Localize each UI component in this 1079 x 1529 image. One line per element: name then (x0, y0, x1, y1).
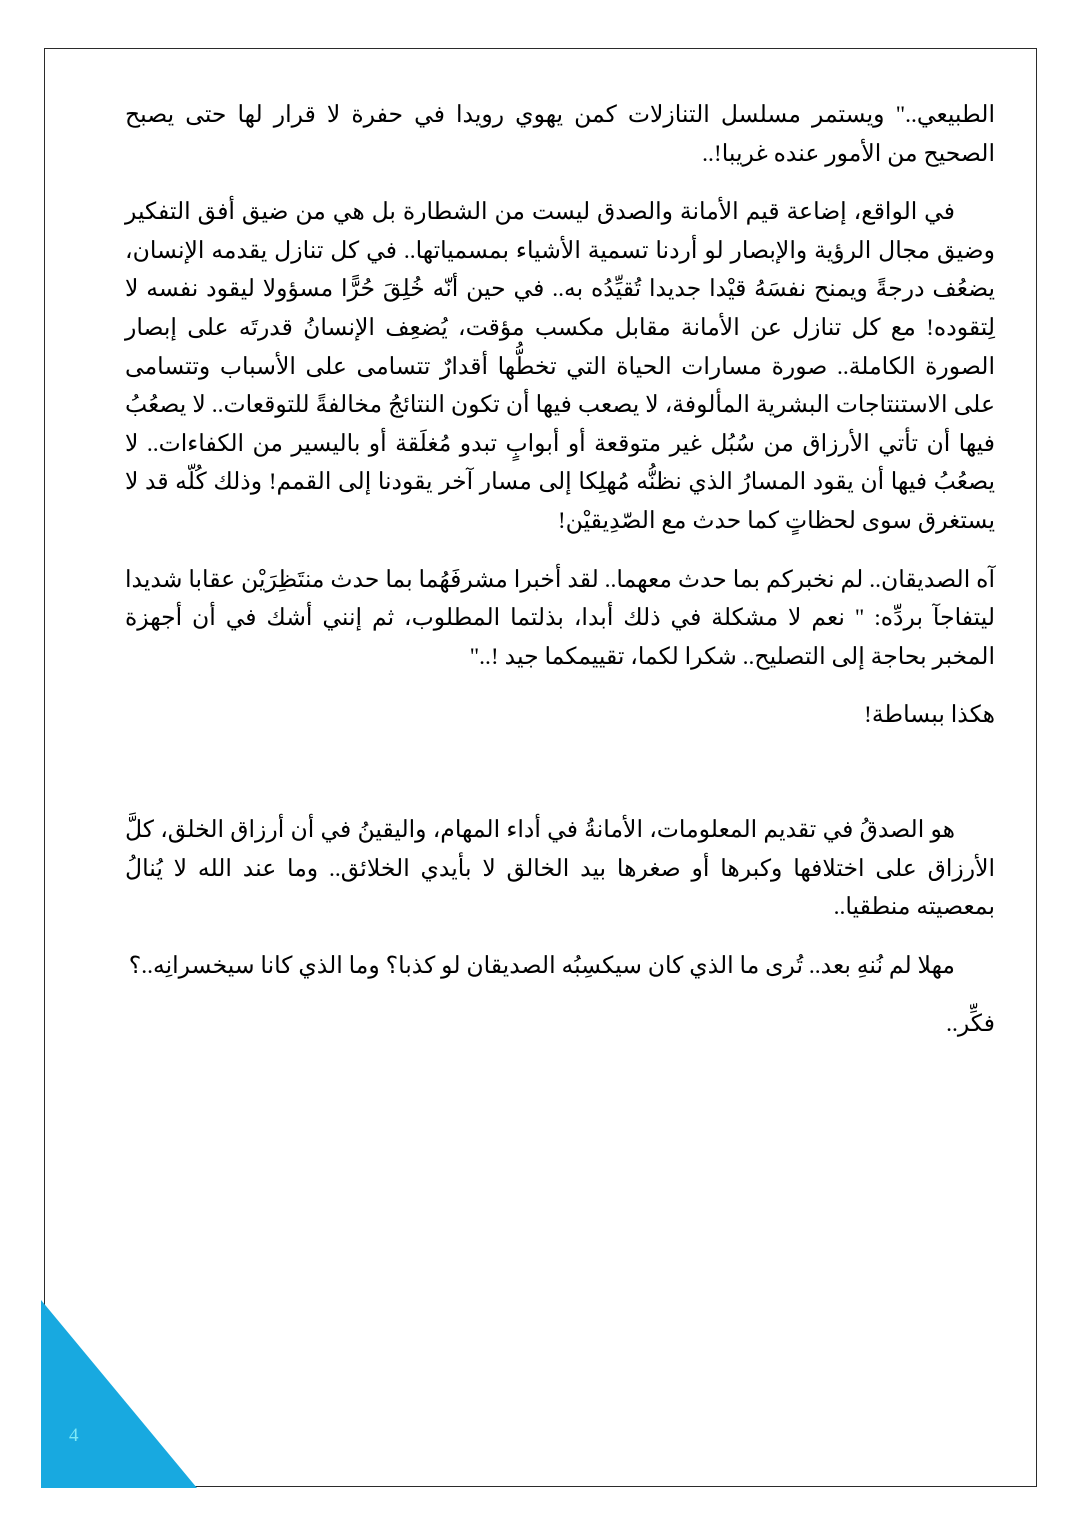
page-number: 4 (69, 1425, 79, 1446)
section-spacer (125, 755, 995, 811)
paragraph-6: مهلا لم نُنهِ بعد.. تُرى ما الذي كان سيكسِبُه الصديقان لو كذبا؟ وما الذي كانا سيخسرانِه..؟ (128, 952, 955, 979)
paragraph-1: الطبيعي.." ويستمر مسلسل التنازلات كمن يهوي رويدا في حفرة لا قرار لها حتى يصبح الصحيح من الأمور عنده غريبا!.. (119, 102, 995, 167)
paragraph-3: آه الصديقان.. لم نخبركم بما حدث معهما.. لقد أخبرا مشرفَهُما بما حدث منتَظِرَيْن عقابا شديدا ليتفاجآ بردِّه: " نعم لا مشكلة في ذلك أبدا، بذلتما المطلوب، ثم إنني أشك في أن أجهزة المخبر بحاجة إلى التصليح.. شكرا لكما، تقييمكما جيد !.." (119, 566, 995, 670)
document-body (119, 96, 995, 1064)
corner-triangle-decoration (45, 1300, 201, 1486)
paragraph-5: هو الصدقُ في تقديم المعلومات، الأمانةُ في أداء المهام، واليقينُ في أن أرزاق الخلق، كلَّ الأرزاق على اختلافها وكبرها أو صغرها بيد الخالق لا بأيدي الخلائق.. وما عند الله لا يُنالُ بمعصيته منطقيا.. (119, 816, 995, 921)
paragraph-2: في الواقع، إضاعة قيم الأمانة والصدق ليست من الشطارة بل هي من ضيق أفق التفكير وضيق مجال الرؤية والإبصار لو أردنا تسمية الأشياء بمسمياتها.. في كل تنازل يقدمه الإنسان، يضعُف درجةً ويمنح نفسَهُ قيْدا جديدا تُقيِّدُه به.. في حين أنّه خُلِقَ حُرًّا مسؤولا ليقود نفسه لا لِتقوده! مع كل تنازل عن الأمانة مقابل مكسب مؤقت، يُضعِف الإنسانُ قدرتَه على إبصار الصورة الكاملة.. صورة مسارات الحياة التي تخطُّها أقدارٌ تتسامى على الأسباب وتتسامى على الاستنتاجات البشرية المألوفة، لا يصعب فيها أن تكون النتائجُ مخالفةً للتوقعات.. لا يصعُبُ فيها أن تأتي الأرزاق من سُبُل غير متوقعة أو أبوابٍ تبدو مُغلَقة أو باليسير من الكفاءات.. لا يصعُبُ فيها أن يقود المسارُ الذي نظنُّه مُهلِكا إلى مسار آخر يقودنا إلى القمم! وذلك كُلّه قد لا يستغرق سوى لحظاتٍ كما حدث مع الصّدِيقيْن! (119, 199, 995, 534)
paragraph-4: هكذا ببساطة! (864, 702, 995, 729)
paragraph-7: فكِّر.. (946, 1011, 995, 1038)
